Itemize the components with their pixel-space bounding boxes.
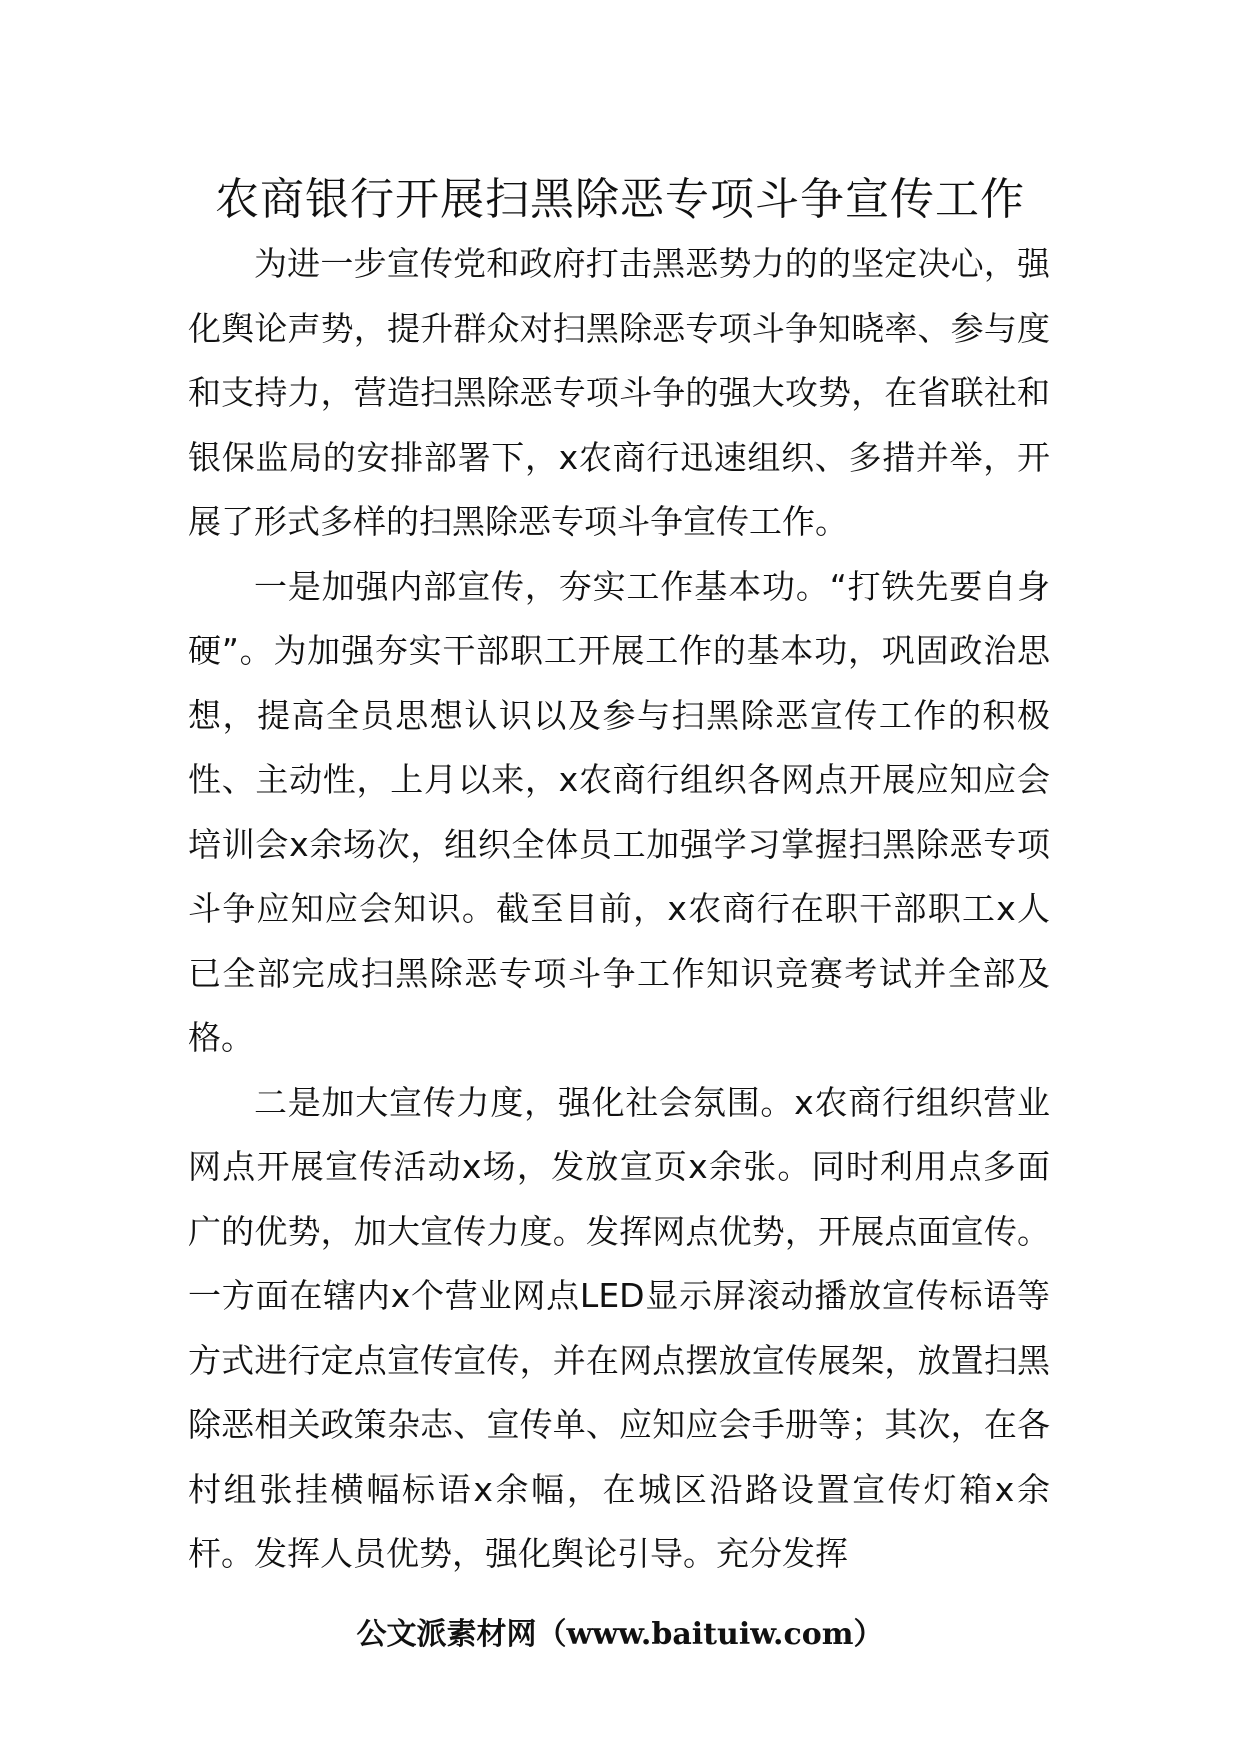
document-title: 农商银行开展扫黑除恶专项斗争宣传工作: [215, 174, 1025, 225]
paragraph-internal-publicity: [188, 555, 1050, 1071]
footer-watermark: 公文派素材网（www.baituiw.com）: [356, 1617, 884, 1652]
paragraph-lead: 一是加强内部宣传，夯实工作基本功。: [254, 566, 830, 606]
document-body: [188, 232, 1050, 1587]
paragraph-text: “打铁先要自身硬”。为加强夯实干部职工开展工作的基本功，巩固政治思想，提高全员思想认识以及参与扫黑除恶宣传工作的积极性、主动性，上月以来，x农商行组织各网点开展应知应会培训会x余场次，组织全体员工加强学习掌握扫黑除恶专项斗争应知应会知识。截至目前，x农商行在职干部职工x人已全部完成扫黑除恶专项斗争工作知识竞赛考试并全部及格。: [188, 566, 1050, 1057]
paragraph-publicity-intensity: [188, 1071, 1050, 1587]
paragraph-intro: [188, 232, 1050, 555]
paragraph-lead: 二是加大宣传力度，强化社会氛围。: [254, 1082, 795, 1122]
paragraph-text: 为进一步宣传党和政府打击黑恶势力的的坚定决心，强化舆论声势，提升群众对扫黑除恶专项斗争知晓率、参与度和支持力，营造扫黑除恶专项斗争的强大攻势，在省联社和银保监局的安排部署下，x农商行迅速组织、多措并举，开展了形式多样的扫黑除恶专项斗争宣传工作。: [188, 244, 1050, 541]
paragraph-text: x农商行组织营业网点开展宣传活动x场，发放宣页x余张。同时利用点多面广的优势，加大宣传力度。发挥网点优势，开展点面宣传。一方面在辖内x个营业网点LED显示屏滚动播放宣传标语等方式进行定点宣传宣传，并在网点摆放宣传展架，放置扫黑除恶相关政策杂志、宣传单、应知应会手册等；其次，在各村组张挂横幅标语x余幅，在城区沿路设置宣传灯箱x余杆。发挥人员优势，强化舆论引导。充分发挥: [188, 1082, 1051, 1573]
